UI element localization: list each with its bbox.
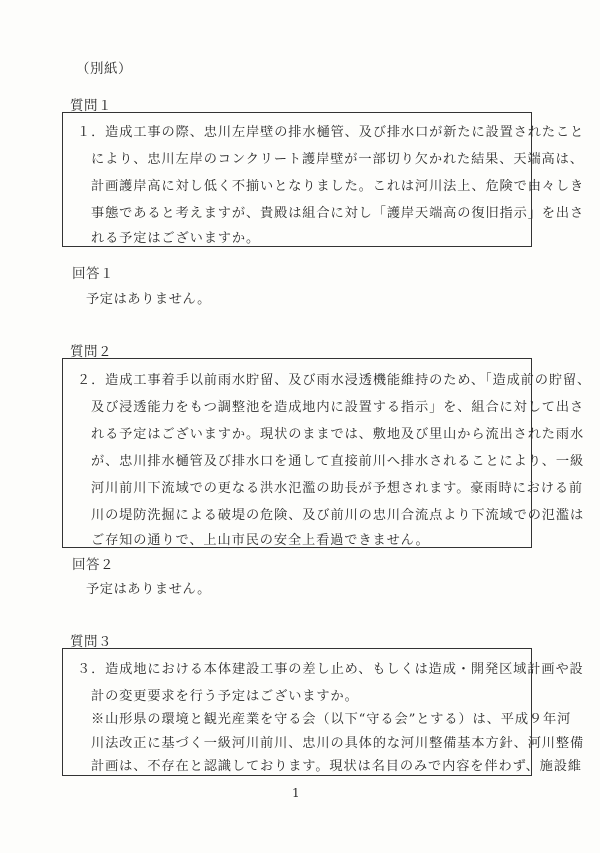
question-1-line-5: れる予定はございますか。 (91, 231, 261, 246)
question-3-line-1: ３．造成地における本体建設工事の差し止め、もしくは造成・開発区域計画や設 (77, 662, 584, 677)
question-2-line-3: れる予定はございますか。現状のままでは、敷地及び里山から流出された雨水 (91, 427, 585, 442)
answer-2-heading: 回答２ (72, 557, 114, 573)
page-number: 1 (292, 786, 300, 800)
question-2-line-2: 及び浸透能力をもつ調整池を造成地内に設置する指示」を、組合に対して出さ (91, 400, 585, 415)
question-3-heading: 質問３ (70, 634, 112, 650)
question-2-line-6: 川の堤防洗掘による破堤の危険、及び前川の忠川合流点より下流域での氾濫は (91, 508, 585, 523)
question-3-line-5: 計画は、不存在と認識しております。現状は名目のみで内容を伴わず、施設維 (91, 759, 582, 774)
question-1-box (62, 112, 585, 247)
question-1-line-3: 計画護岸高に対し低く不揃いとなりました。これは河川法上、危険で由々しき (91, 179, 585, 194)
question-1-line-1: １．造成工事の際、忠川左岸壁の排水樋管、及び排水口が新たに設置されたこと (77, 125, 585, 140)
question-1-heading: 質問１ (70, 98, 112, 114)
question-3-line-2: 計の変更要求を行う予定はございますか。 (91, 689, 359, 704)
question-2-line-5: 河川前川下流域での更なる洪水氾濫の助長が予想されます。豪雨時における前 (91, 481, 584, 496)
question-3-line-4: 川法改正に基づく一級河川前川、忠川の具体的な河川整備基本方針、河川整備 (91, 736, 585, 751)
attachment-label: （別紙） (76, 61, 132, 77)
question-2-line-7: ご存知の通りで、上山市民の安全上看過できません。 (91, 533, 430, 548)
question-3-line-3: ※山形県の環境と観光産業を守る会（以下“守る会”とする）は、平成９年河 (91, 712, 572, 727)
question-2-heading: 質問２ (70, 344, 112, 360)
question-1-line-4: 事態であると考えますが、貴殿は組合に対し「護岸天端高の復旧指示」を出さ (91, 206, 585, 221)
question-2-line-1: ２．造成工事着手以前雨水貯留、及び雨水浸透機能維持のため、「造成前の貯留、 (77, 373, 592, 388)
question-3-box (62, 648, 585, 776)
question-1-line-2: により、忠川左岸のコンクリート護岸壁が一部切り欠かれた結果、天端高は、 (91, 152, 584, 167)
question-2-box (62, 358, 592, 548)
question-2-line-4: が、忠川排水樋管及び排水口を通して直接前川へ排水されることにより、一級 (91, 454, 585, 469)
answer-1-heading: 回答１ (72, 266, 114, 282)
answer-2-text: 予定はありません。 (86, 582, 211, 597)
answer-1-text: 予定はありません。 (86, 292, 211, 307)
